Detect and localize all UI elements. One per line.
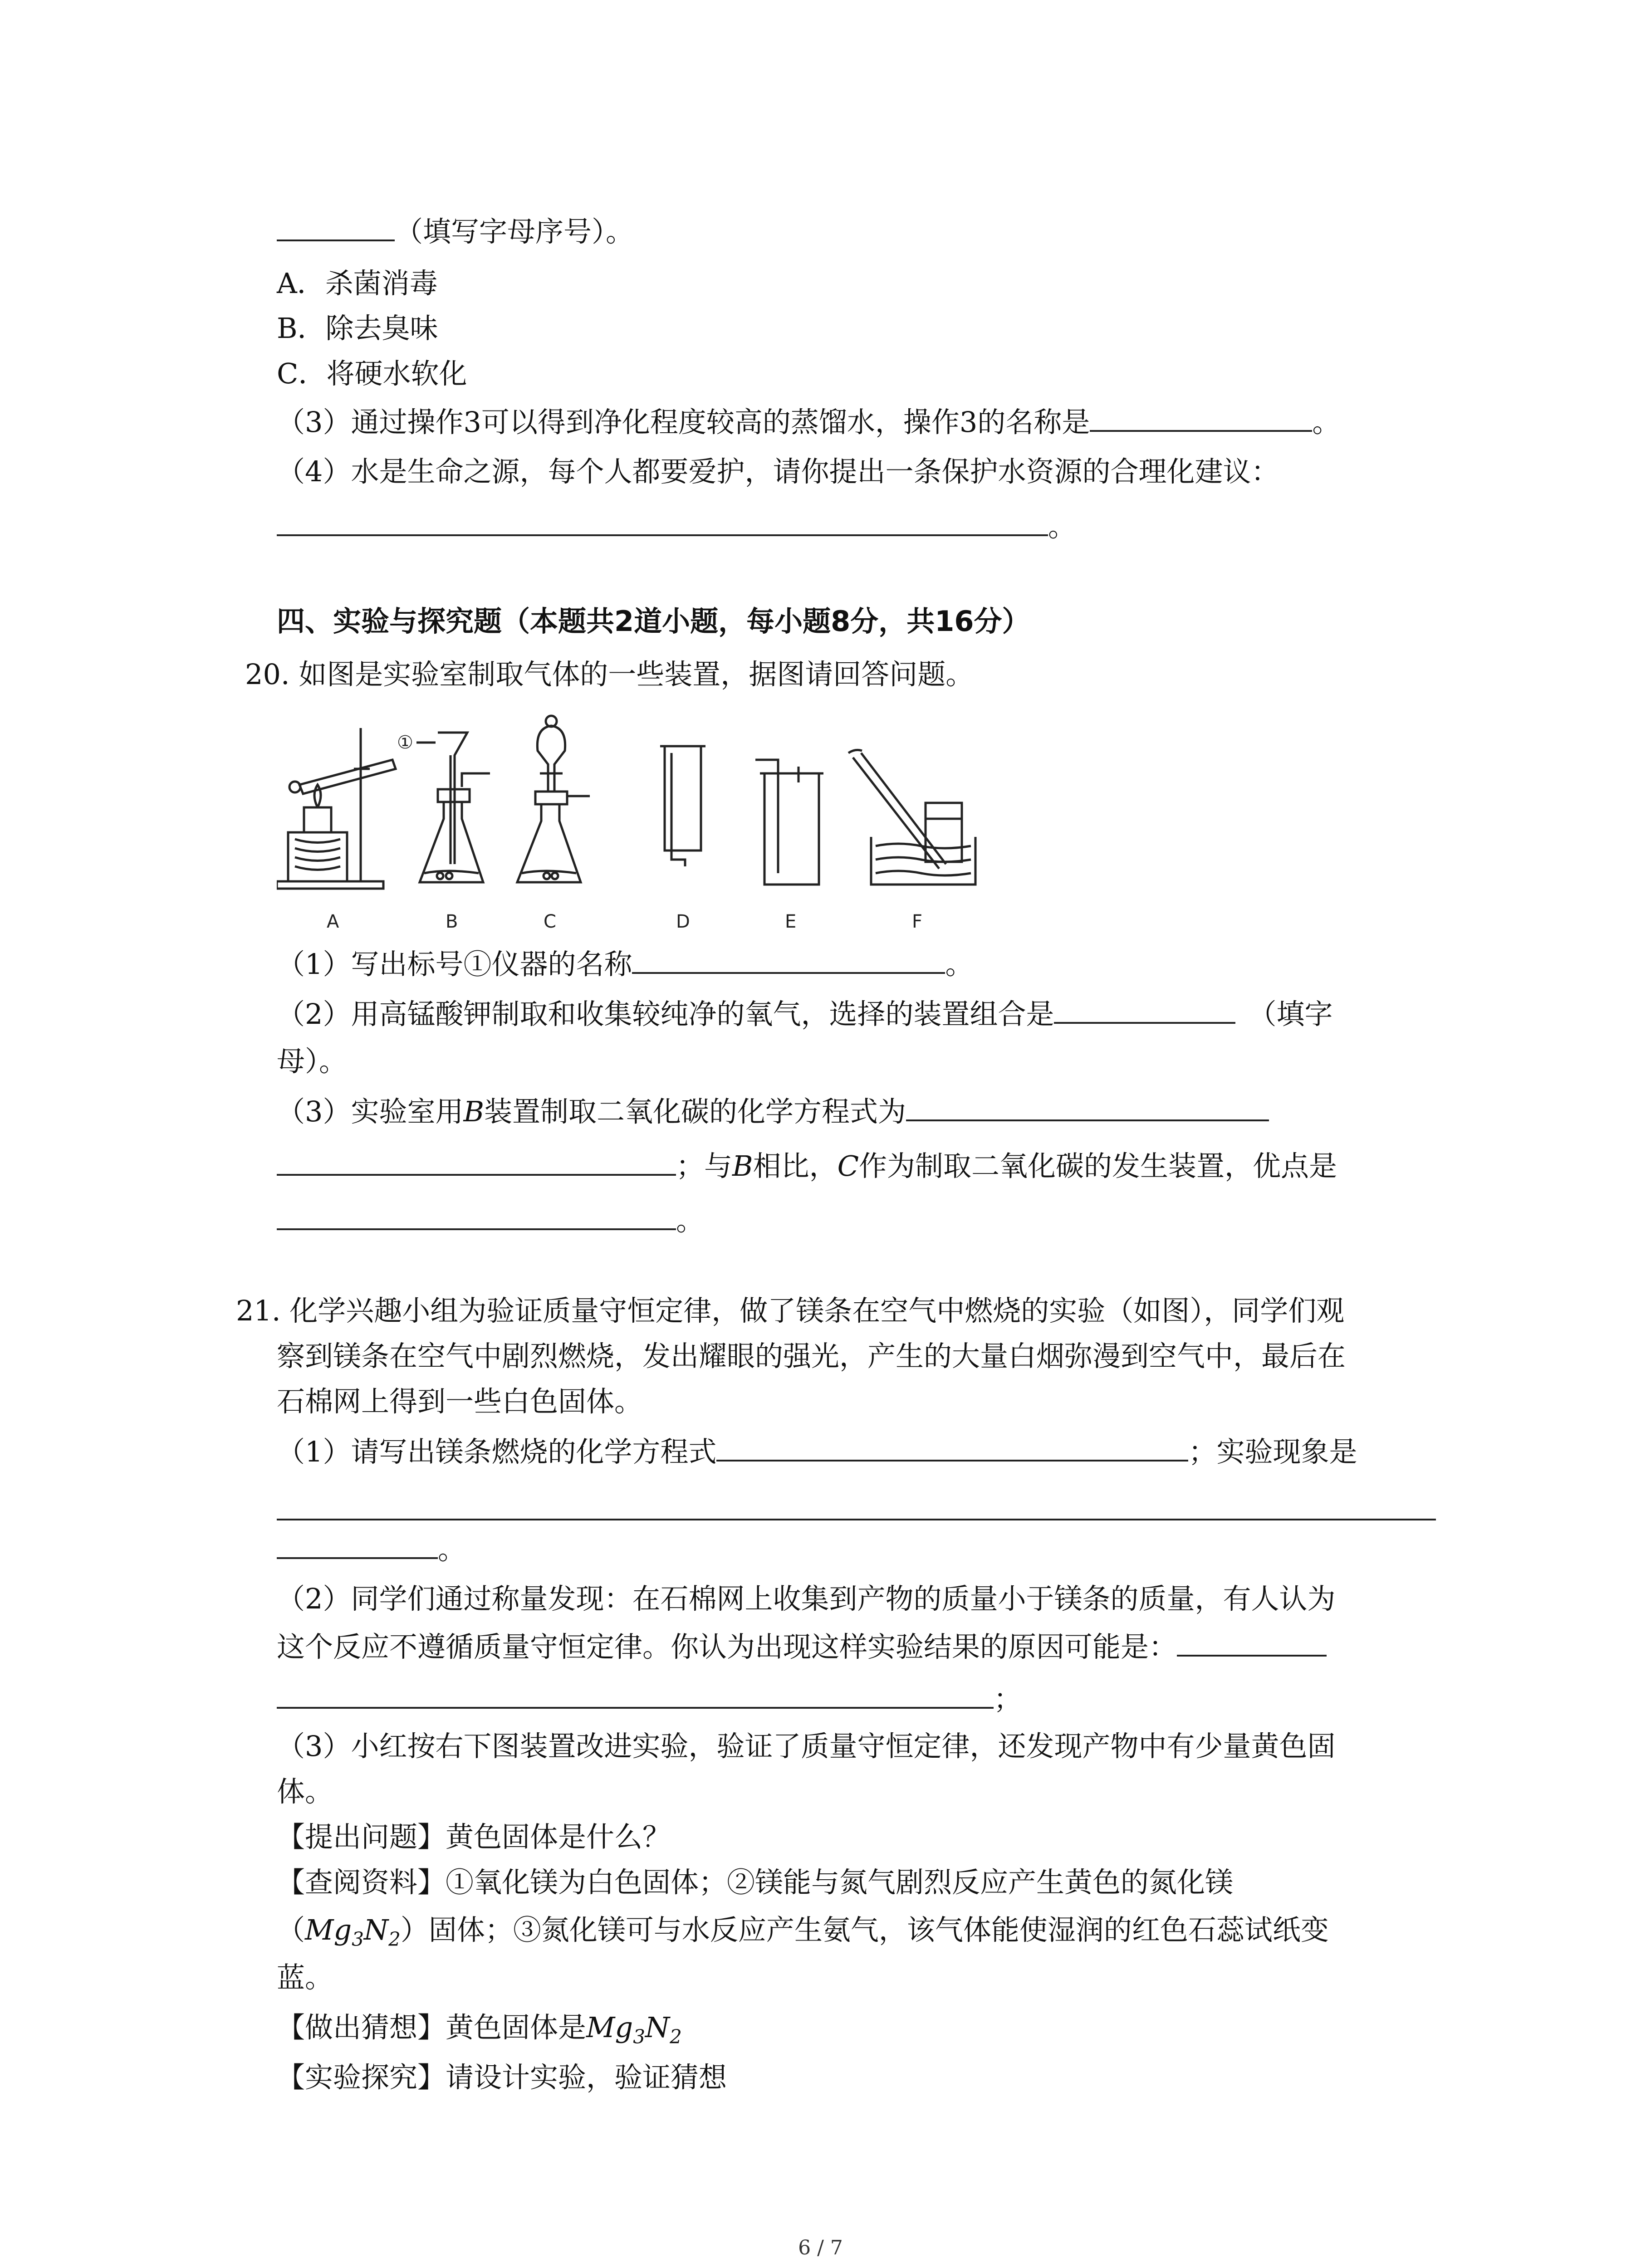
answer-blank[interactable] <box>906 1093 1269 1121</box>
page-number: 6 / 7 <box>798 2236 843 2259</box>
fig-label-d: D <box>676 911 690 932</box>
apparatus-f <box>848 750 975 885</box>
q21-info-3: 蓝。 <box>277 1961 333 1994</box>
q21-explore: 【实验探究】请设计实验，验证猜想 <box>277 2061 727 2094</box>
answer-blank[interactable] <box>277 213 395 241</box>
formula-mg3n2: $Mg_3N_2$ <box>586 2011 682 2048</box>
q21-part3-1: （3）小红按右下图装置改进实验，验证了质量守恒定律，还发现产物中有少量黄色固 <box>277 1730 1336 1763</box>
q20-stem: 20. 如图是实验室制取气体的一些装置，据图请回答问题。 <box>245 658 974 691</box>
q20-part3-cont: ；与B相比，C作为制取二氧化碳的发生装置，优点是 <box>277 1148 1337 1184</box>
answer-blank[interactable] <box>277 1492 1436 1520</box>
q21-part1-answer-end: 。 <box>277 1531 466 1568</box>
q21-info-1: 【查阅资料】①氧化镁为白色固体；②镁能与氮气剧烈反应产生黄色的氮化镁 <box>277 1866 1234 1899</box>
apparatus-c <box>517 716 590 882</box>
answer-blank[interactable] <box>277 1202 676 1230</box>
q19-part4-answer: 。 <box>277 508 1076 545</box>
q21-guess: 【做出猜想】黄色固体是$Mg_3N_2$ <box>277 2011 682 2048</box>
q21-part3-2: 体。 <box>277 1775 333 1808</box>
q21-part1-answer-line <box>277 1492 1436 1529</box>
q21-part1: （1）请写出镁条燃烧的化学方程式 ；实验现象是 <box>277 1433 1357 1470</box>
answer-blank[interactable] <box>277 508 1048 536</box>
q21-stem-2: 察到镁条在空气中剧烈燃烧，发出耀眼的强光，产生的大量白烟弥漫到空气中，最后在 <box>277 1339 1346 1373</box>
q20-part2: （2）用高锰酸钾制取和收集较纯净的氧气，选择的装置组合是 （填字 <box>277 996 1332 1032</box>
answer-blank[interactable] <box>277 1681 994 1709</box>
option-a: A．杀菌消毒 <box>277 267 438 300</box>
fig-label-c: C <box>544 911 556 932</box>
section-title: 四、实验与探究题（本题共2道小题，每小题8分，共16分） <box>277 605 1030 638</box>
answer-blank[interactable] <box>277 1531 438 1559</box>
q21-stem-1: 21. 化学兴趣小组为验证质量守恒定律，做了镁条在空气中燃烧的实验（如图），同学们观 <box>236 1294 1345 1327</box>
fig-label-f: F <box>912 911 923 932</box>
q21-info-2: $(Mg_3N_2)$固体；③氮化镁可与水反应产生氨气，该气体能使湿润的红色石蕊试纸变 <box>277 1913 1329 1950</box>
apparatus-b <box>397 732 490 882</box>
q20-part3: （3）实验室用B装置制取二氧化碳的化学方程式为 <box>277 1093 1269 1130</box>
q21-part2-1: （2）同学们通过称量发现：在石棉网上收集到产物的质量小于镁条的质量，有人认为 <box>277 1582 1336 1615</box>
option-b: B．除去臭味 <box>277 312 438 345</box>
q20-part2-cont: 母）。 <box>277 1045 348 1078</box>
answer-blank[interactable] <box>716 1433 1188 1461</box>
q21-stem-3: 石棉网上得到一些白色固体。 <box>277 1385 643 1418</box>
q19-part3: （3）通过操作3可以得到净化程度较高的蒸馏水，操作3的名称是 。 <box>277 404 1340 440</box>
svg-text:①: ① <box>397 732 413 753</box>
answer-blank[interactable] <box>1177 1628 1327 1657</box>
apparatus-d <box>660 746 705 866</box>
answer-blank[interactable] <box>277 1148 676 1176</box>
q21-question-label: 【提出问题】黄色固体是什么？ <box>277 1820 671 1853</box>
q19-part4: （4）水是生命之源，每个人都要爱护，请你提出一条保护水资源的合理化建议： <box>277 455 1279 488</box>
option-c: C．将硬水软化 <box>277 357 467 390</box>
q21-part2-answer: ； <box>277 1681 1022 1717</box>
fig-label-a: A <box>327 911 339 932</box>
fig-label-b: B <box>446 911 458 932</box>
q21-part2-2: 这个反应不遵循质量守恒定律。你认为出现这样实验结果的原因可能是： <box>277 1628 1327 1665</box>
lab-apparatus-figure <box>277 710 1012 937</box>
q20-part1: （1）写出标号①仪器的名称 。 <box>277 946 973 982</box>
answer-blank[interactable] <box>1054 996 1235 1024</box>
apparatus-e <box>755 760 823 885</box>
apparatus-a <box>277 728 396 889</box>
answer-blank[interactable] <box>632 946 945 974</box>
fig-label-e: E <box>785 911 797 932</box>
q19-fill-line: （填写字母序号）。 <box>277 213 634 250</box>
q20-part3-answer: 。 <box>277 1202 704 1239</box>
formula-mg3n2: $Mg_3N_2$ <box>305 1913 401 1950</box>
answer-blank[interactable] <box>1090 404 1312 432</box>
